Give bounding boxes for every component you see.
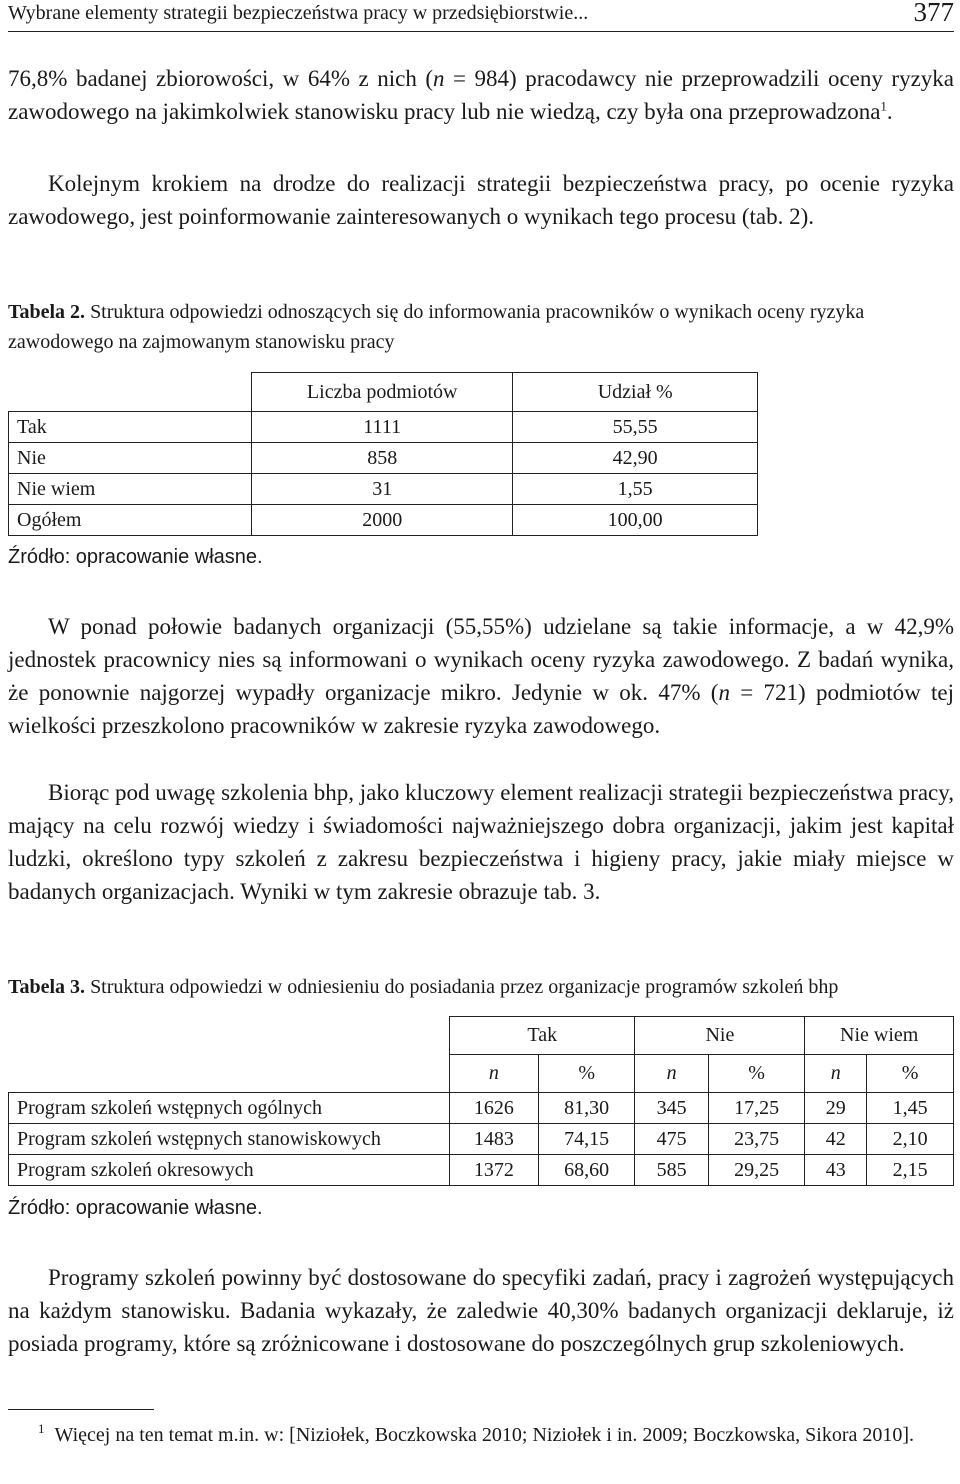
table-row <box>9 412 758 443</box>
footnote-divider <box>8 1409 154 1410</box>
table-cell: 17,25 <box>708 1093 805 1124</box>
page-number: 377 <box>913 0 954 27</box>
table-2-caption <box>8 297 954 357</box>
table-3-header-tak: Tak <box>450 1017 635 1055</box>
variable-n: n <box>666 1062 677 1084</box>
table-3-subheader: % <box>708 1055 805 1093</box>
table-3-subheader: % <box>867 1055 954 1093</box>
table-cell: 42,90 <box>513 443 758 474</box>
table-3-group-header-row <box>9 1017 954 1055</box>
table-cell: 1372 <box>450 1155 539 1186</box>
variable-n: n <box>433 66 445 91</box>
table-cell: 585 <box>635 1155 708 1186</box>
table-cell: 55,55 <box>513 412 758 443</box>
table-cell: 2,10 <box>867 1124 954 1155</box>
table-3-subheader <box>805 1055 867 1093</box>
footnote-reference[interactable]: 1 <box>880 98 887 114</box>
table-2-source: Źródło: opracowanie własne. <box>8 546 263 568</box>
table-cell: 2,15 <box>867 1155 954 1186</box>
running-header <box>8 0 954 32</box>
table-cell: 23,75 <box>708 1124 805 1155</box>
table-3-subheader: % <box>538 1055 635 1093</box>
paragraph-1-text-b: = 984) pracodawcy nie przeprowadzili oceny ryzyka zawodowego na jakimkolwiek stanowisku pracy lub nie wiedzą, czy była ona przeprowadzona <box>8 66 954 124</box>
table-3-subheader <box>450 1055 539 1093</box>
paragraph-3 <box>8 610 954 742</box>
table-2-header-count: Liczba podmiotów <box>252 373 513 412</box>
paragraph-3-text-a: W ponad połowie badanych organizacji (55,55%) udzielane są takie informacje, a w 42,9% jednostek pracownicy nies są informowani o wynikach oceny ryzyka zawodowego. Z badań wynika, że ponownie najgorzej wypadły organizacje mikro. Jedynie w ok. 47% ( <box>8 614 954 705</box>
table-2-caption-text: Struktura odpowiedzi odnoszących się do informowania pracowników o wynikach oceny ryzyka zawodowego na zajmowanym stanowisku pracy <box>8 301 865 353</box>
variable-n: n <box>718 680 730 705</box>
table-2-label: Tabela 2. <box>8 301 86 323</box>
table-cell: Ogółem <box>9 505 252 536</box>
table-cell: 31 <box>252 474 513 505</box>
table-cell: 1626 <box>450 1093 539 1124</box>
table-3-caption <box>8 972 954 1002</box>
paragraph-1-text-a: 76,8% badanej zbiorowości, w 64% z nich ( <box>8 66 434 91</box>
table-cell: Nie <box>9 443 252 474</box>
table-row <box>9 1124 954 1155</box>
paragraph-4: Biorąc pod uwagę szkolenia bhp, jako kluczowy element realizacji strategii bezpieczeństwa pracy, mający na celu rozwój wiedzy i świadomości najważniejszego dobra organizacji, jakim jest kapitał ludzki, określono typy szkoleń z zakresu bezpieczeństwa i higieny pracy, jakie miały miejsce w badanych organizacjach. Wyniki w tym zakresie obrazuje tab. 3. <box>8 780 954 904</box>
table-3-sub-header-row <box>9 1055 954 1093</box>
table-3-source: Źródło: opracowanie własne. <box>8 1197 263 1219</box>
table-cell: 1,45 <box>867 1093 954 1124</box>
table-row <box>9 443 758 474</box>
table-3-header-nie-wiem: Nie wiem <box>805 1017 954 1055</box>
table-2 <box>8 372 758 536</box>
table-cell: Program szkoleń wstępnych ogólnych <box>9 1093 450 1124</box>
table-cell: 68,60 <box>538 1155 635 1186</box>
table-3-header-nie: Nie <box>635 1017 805 1055</box>
table-cell: Tak <box>9 412 252 443</box>
paragraph-3-text-b: = 721) podmiotów tej wielkości przeszkolono pracowników w zakresie ryzyka zawodowego. <box>8 680 954 738</box>
table-cell: 345 <box>635 1093 708 1124</box>
table-cell: 475 <box>635 1124 708 1155</box>
table-cell: 29,25 <box>708 1155 805 1186</box>
footnote-text: Więcej na ten temat m.in. w: [Niziołek, Boczkowska 2010; Niziołek i in. 2009; Boczkowska, Sikora 2010]. <box>54 1424 915 1446</box>
table-cell: 43 <box>805 1155 867 1186</box>
variable-n: n <box>830 1062 841 1084</box>
table-cell: 81,30 <box>538 1093 635 1124</box>
table-3-header-blank <box>9 1017 450 1055</box>
table-3-label: Tabela 3. <box>8 976 86 998</box>
table-cell: Program szkoleń wstępnych stanowiskowych <box>9 1124 450 1155</box>
table-3-caption-text: Struktura odpowiedzi w odniesieniu do posiadania przez organizacje programów szkoleń bhp <box>85 976 839 998</box>
variable-n: n <box>488 1062 499 1084</box>
table-3 <box>8 1016 954 1186</box>
table-row <box>9 505 758 536</box>
table-2-header-share: Udział % <box>513 373 758 412</box>
paragraph-1 <box>8 62 954 128</box>
paragraph-2: Kolejnym krokiem na drodze do realizacji strategii bezpieczeństwa pracy, po ocenie ryzyka zawodowego, jest poinformowanie zainteresowanych o wynikach tego procesu (tab. 2). <box>8 171 954 229</box>
table-cell: 42 <box>805 1124 867 1155</box>
table-cell: Nie wiem <box>9 474 252 505</box>
paragraph-1-text-c: . <box>886 99 893 124</box>
table-2-header-row <box>9 373 758 412</box>
table-cell: 1,55 <box>513 474 758 505</box>
table-cell: 74,15 <box>538 1124 635 1155</box>
running-header-title: Wybrane elementy strategii bezpieczeństwa pracy w przedsiębiorstwie... <box>8 2 589 24</box>
table-3-subheader-blank <box>9 1055 450 1093</box>
table-cell: 1111 <box>252 412 513 443</box>
table-row <box>9 1093 954 1124</box>
table-row <box>9 1155 954 1186</box>
table-cell: 29 <box>805 1093 867 1124</box>
table-3-subheader <box>635 1055 708 1093</box>
table-cell: Program szkoleń okresowych <box>9 1155 450 1186</box>
table-cell: 100,00 <box>513 505 758 536</box>
footnote-mark: 1 <box>38 1421 45 1437</box>
footnote <box>8 1420 954 1450</box>
table-cell: 2000 <box>252 505 513 536</box>
table-cell: 1483 <box>450 1124 539 1155</box>
table-2-header-blank <box>9 373 252 412</box>
table-row <box>9 474 758 505</box>
table-cell: 858 <box>252 443 513 474</box>
paragraph-5: Programy szkoleń powinny być dostosowane do specyfiki zadań, pracy i zagrożeń występujących na każdym stanowisku. Badania wykazały, że zaledwie 40,30% badanych organizacji deklaruje, iż posiada programy, które są zróżnicowane i dostosowane do poszczególnych grup szkoleniowych. <box>8 1265 954 1356</box>
